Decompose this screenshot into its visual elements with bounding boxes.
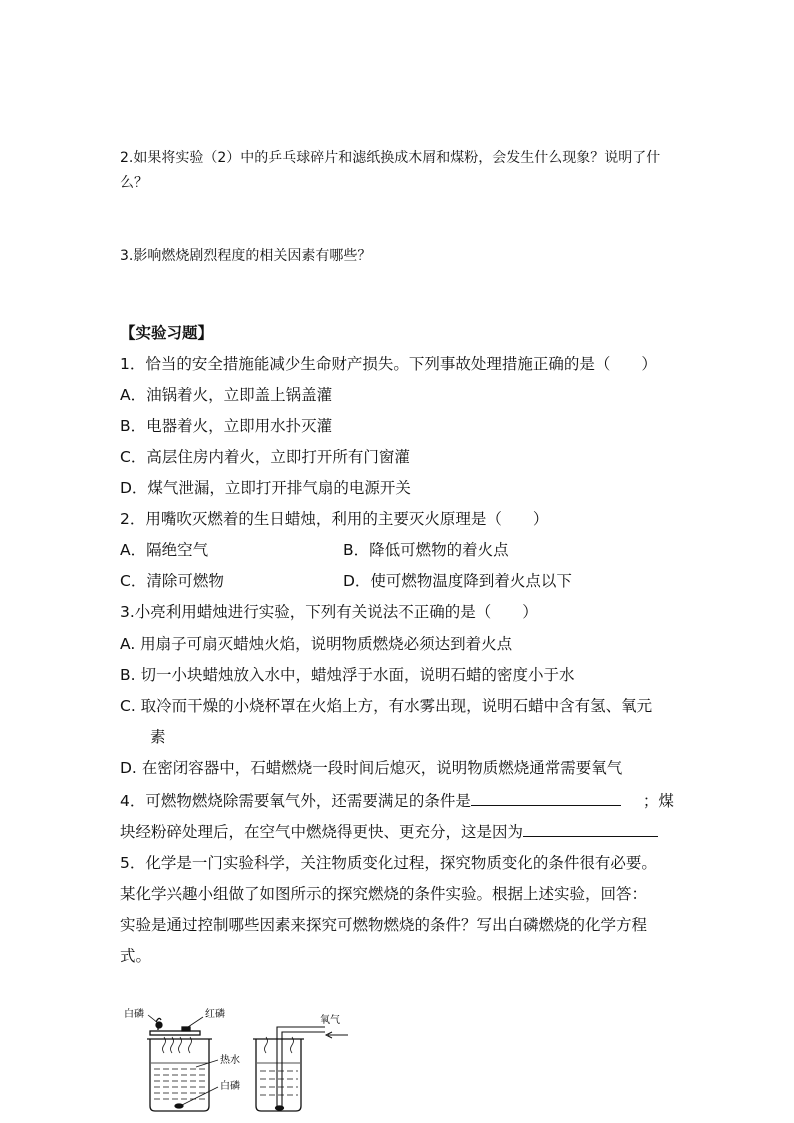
question-2-line1: 2.如果将实验（2）中的乒乓球碎片和滤纸换成木屑和煤粉，会发生什么现象？说明了什: [120, 150, 661, 166]
answer-blank-2[interactable]: [523, 820, 658, 837]
exercise-4-line1: [120, 789, 674, 811]
exercise-5-line1: 5．化学是一门实验科学，关注物质变化过程，探究物质变化的条件很有必要。: [120, 854, 657, 872]
exercise-2-option-b: B．降低可燃物的着火点: [343, 541, 509, 559]
label-hot-water: 热水: [220, 1055, 240, 1066]
exercise-3-stem: 3.小亮利用蜡烛进行实验，下列有关说法不正确的是（ ）: [120, 603, 538, 621]
question-3: 3.影响燃烧剧烈程度的相关因素有哪些？: [120, 248, 372, 264]
answer-blank-1[interactable]: [471, 789, 621, 806]
label-white-phosphorus-top: 白磷: [124, 1009, 144, 1020]
exercise-1-option-a: A．油锅着火，立即盖上锅盖灌: [120, 386, 333, 404]
exercise-3-option-b: B. 切一小块蜡烛放入水中，蜡烛浮于水面，说明石蜡的密度小于水: [120, 666, 575, 684]
exercise-4-line2-text: 块经粉碎处理后，在空气中燃烧得更快、更充分，这是因为: [120, 823, 524, 841]
label-oxygen: 氧气: [320, 1015, 340, 1026]
exercise-5-line4: 式。: [120, 947, 152, 965]
exercise-4-part1: 4．可燃物燃烧除需要氧气外，还需要满足的条件是: [120, 792, 471, 810]
exercise-3-option-c: C. 取冷而干燥的小烧杯罩在火焰上方，有水雾出现，说明石蜡中含有氢、氧元: [120, 697, 653, 715]
exercise-1-stem: 1．恰当的安全措施能减少生命财产损失。下列事故处理措施正确的是（ ）: [120, 355, 657, 373]
exercise-4-part2: ；煤: [642, 792, 674, 810]
exercise-3-option-a: A. 用扇子可扇灭蜡烛火焰，说明物质燃烧必须达到着火点: [120, 635, 513, 653]
section-title: 【实验习题】: [120, 324, 214, 342]
exercise-2-option-c: C．清除可燃物: [120, 572, 224, 590]
exercise-4-line2: [120, 820, 658, 842]
exercise-5-line3: 实验是通过控制哪些因素来探究可燃物燃烧的条件？写出白磷燃烧的化学方程: [120, 916, 648, 934]
exercise-1-option-c: C．高层住房内着火，立即打开所有门窗灌: [120, 448, 410, 466]
exercise-3-option-c-cont: 素: [150, 728, 166, 746]
exercise-1-option-b: B．电器着火，立即用水扑灭灌: [120, 417, 333, 435]
combustion-experiment-figure: [120, 1005, 350, 1120]
exercise-2-option-a: A．隔绝空气: [120, 541, 209, 559]
right-beaker: [253, 1027, 348, 1111]
label-red-phosphorus: 红磷: [205, 1009, 225, 1020]
question-2-line2: 么？: [120, 175, 148, 191]
exercise-1-option-d: D．煤气泄漏，立即打开排气扇的电源开关: [120, 479, 411, 497]
label-white-phosphorus-bottom: 白磷: [220, 1081, 240, 1092]
exercise-3-option-d: D. 在密闭容器中，石蜡燃烧一段时间后熄灭，说明物质燃烧通常需要氧气: [120, 759, 623, 777]
exercise-2-stem: 2．用嘴吹灭燃着的生日蜡烛，利用的主要灭火原理是（ ）: [120, 510, 549, 528]
exercise-5-line2: 某化学兴趣小组做了如图所示的探究燃烧的条件实验。根据上述实验，回答：: [120, 885, 648, 903]
exercise-2-option-d: D．使可燃物温度降到着火点以下: [343, 572, 572, 590]
